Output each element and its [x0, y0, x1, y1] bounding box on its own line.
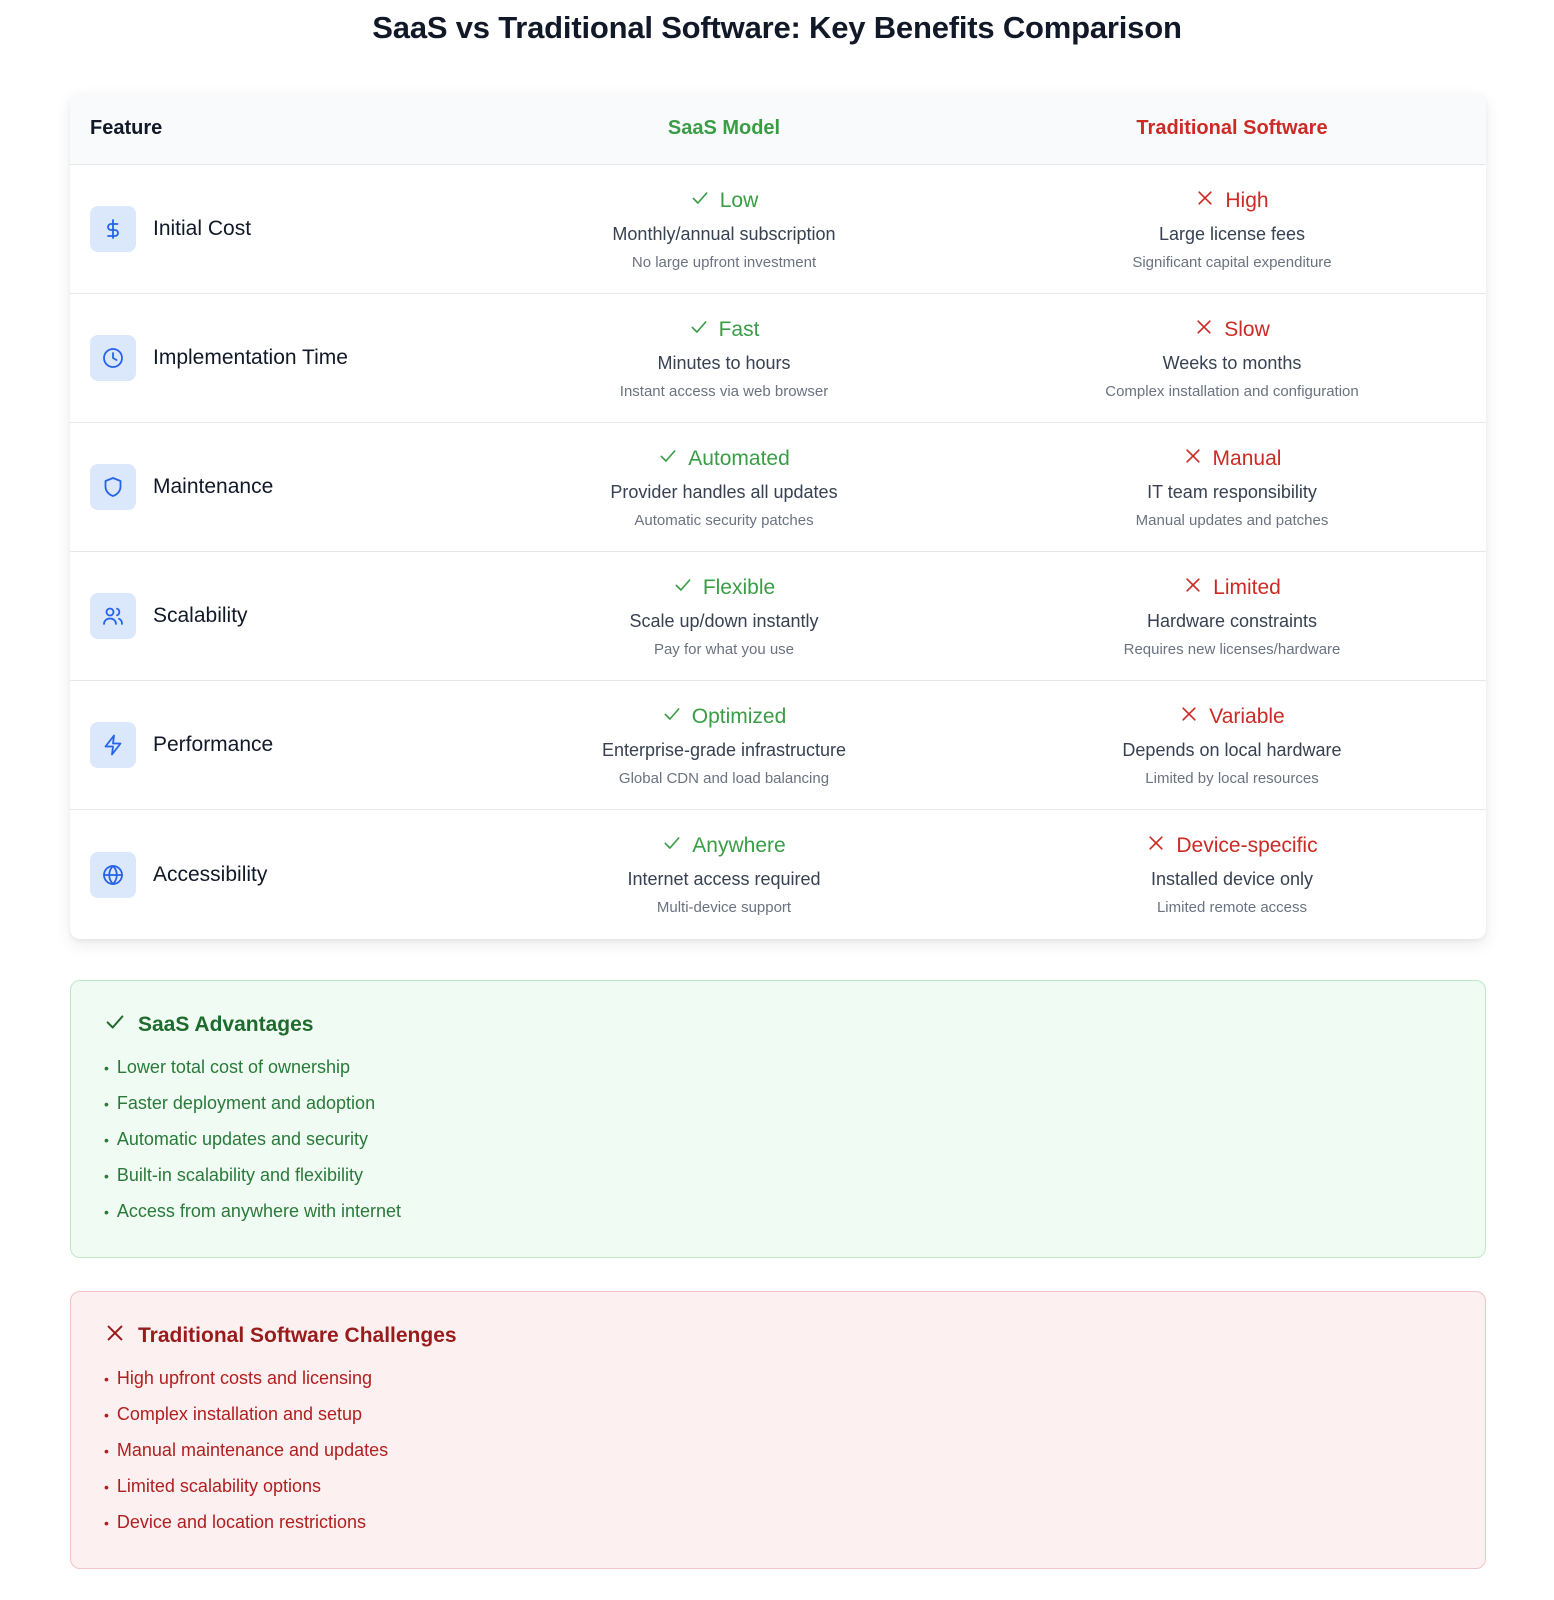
bullet: •: [104, 1371, 109, 1387]
traditional-secondary-text: Complex installation and configuration: [1105, 382, 1359, 400]
traditional-rating-text: Slow: [1224, 317, 1270, 341]
advantage-item: [104, 1129, 1452, 1165]
traditional-challenges-title-text: Traditional Software Challenges: [138, 1324, 457, 1347]
feature-name: Initial Cost: [153, 217, 252, 240]
traditional-cell: [978, 575, 1486, 658]
check-icon: [690, 188, 720, 214]
saas-cell: [470, 446, 978, 529]
x-icon: [1195, 188, 1225, 214]
table-body: [70, 165, 1486, 939]
feature-cell: [70, 335, 470, 381]
traditional-cell: [978, 317, 1486, 400]
traditional-primary-text: Hardware constraints: [1146, 610, 1318, 631]
traditional-rating-text: Device-specific: [1176, 834, 1318, 857]
saas-rating: [658, 446, 790, 472]
check-icon: [689, 317, 719, 343]
feature-name: Performance: [153, 733, 274, 756]
advantage-item-text: Faster deployment and adoption: [116, 1093, 376, 1113]
x-icon: [1179, 704, 1209, 730]
saas-advantages-panel: [70, 980, 1486, 1258]
globe-icon: [90, 852, 136, 898]
table-row-initial-cost: [70, 165, 1486, 294]
saas-advantages-title: [104, 1011, 1452, 1039]
bullet: •: [104, 1479, 109, 1495]
traditional-rating-text: Limited: [1213, 575, 1281, 599]
saas-primary-text: Minutes to hours: [657, 352, 791, 373]
saas-primary-text: Internet access required: [627, 869, 821, 889]
saas-cell: [470, 704, 978, 787]
bullet: •: [104, 1060, 109, 1076]
table-row-accessibility: [70, 810, 1486, 939]
feature-cell: [70, 722, 470, 768]
traditional-rating: [1195, 188, 1268, 214]
table-header-row: [70, 93, 1486, 165]
feature-name: Scalability: [153, 604, 248, 627]
traditional-secondary-text: Limited by local resources: [1145, 769, 1319, 787]
saas-cell: [470, 188, 978, 271]
x-icon: [1146, 833, 1176, 859]
feature-cell: [70, 852, 470, 898]
header-saas-model: SaaS Model: [667, 117, 781, 139]
saas-advantages-title-text: SaaS Advantages: [138, 1013, 314, 1036]
shield-icon: [90, 464, 136, 510]
challenge-item-text: Limited scalability options: [116, 1476, 322, 1496]
x-icon: [1183, 575, 1213, 601]
traditional-challenges-panel: [70, 1291, 1486, 1569]
traditional-challenges-title: [104, 1322, 1452, 1350]
users-icon: [90, 593, 136, 639]
saas-rating: [662, 704, 787, 730]
traditional-rating-text: Variable: [1209, 704, 1285, 728]
check-icon: [658, 446, 688, 472]
table-row-scalability: [70, 552, 1486, 681]
challenge-item: [104, 1512, 1452, 1548]
bullet: •: [104, 1096, 109, 1112]
check-icon: [662, 833, 692, 859]
traditional-cell: [978, 833, 1486, 916]
comparison-table: [70, 93, 1486, 939]
traditional-rating: [1179, 704, 1285, 730]
traditional-rating: [1194, 317, 1270, 343]
saas-rating: [662, 833, 785, 859]
saas-cell: [470, 317, 978, 400]
advantage-item-text: Built-in scalability and flexibility: [116, 1165, 364, 1185]
table-row-implementation-time: [70, 294, 1486, 423]
dollar-icon: [90, 206, 136, 252]
x-icon: [1183, 446, 1213, 472]
saas-secondary-text: Instant access via web browser: [619, 382, 829, 400]
saas-primary-text: Provider handles all updates: [610, 481, 838, 502]
saas-advantages-list: [104, 1057, 1452, 1237]
saas-secondary-text: Automatic security patches: [634, 511, 814, 529]
feature-cell: [70, 206, 470, 252]
traditional-rating-text: Manual: [1212, 446, 1282, 470]
bullet: •: [104, 1132, 109, 1148]
table-row-maintenance: [70, 423, 1486, 552]
traditional-challenges-list: [104, 1368, 1452, 1548]
header-feature: Feature: [90, 117, 163, 139]
challenge-item: [104, 1368, 1452, 1404]
challenge-item-text: Device and location restrictions: [116, 1512, 367, 1532]
traditional-primary-text: Installed device only: [1150, 869, 1314, 889]
feature-name: Accessibility: [153, 862, 268, 886]
saas-rating-text: Low: [719, 188, 759, 212]
traditional-secondary-text: Limited remote access: [1156, 899, 1308, 916]
traditional-secondary-text: Significant capital expenditure: [1132, 253, 1332, 271]
challenge-item: [104, 1476, 1452, 1512]
traditional-rating-text: High: [1225, 188, 1269, 212]
x-icon: [1194, 317, 1224, 343]
x-icon: [104, 1322, 138, 1350]
check-icon: [662, 704, 692, 730]
traditional-cell: [978, 704, 1486, 787]
advantage-item: [104, 1057, 1452, 1093]
saas-rating: [690, 188, 759, 214]
page-title: SaaS vs Traditional Software: Key Benefits Comparison: [372, 10, 1182, 45]
advantage-item: [104, 1165, 1452, 1201]
traditional-cell: [978, 188, 1486, 271]
bullet: •: [104, 1443, 109, 1459]
saas-rating-text: Flexible: [702, 575, 776, 599]
feature-cell: [70, 464, 470, 510]
traditional-rating: [1183, 446, 1282, 472]
saas-secondary-text: Global CDN and load balancing: [618, 769, 830, 787]
advantage-item-text: Automatic updates and security: [116, 1129, 369, 1149]
header-traditional-software: Traditional Software: [1136, 117, 1328, 139]
saas-rating-text: Anywhere: [692, 834, 786, 857]
bullet: •: [104, 1515, 109, 1531]
saas-primary-text: Enterprise-grade infrastructure: [601, 739, 847, 760]
challenge-item-text: Complex installation and setup: [116, 1404, 363, 1424]
saas-rating-text: Optimized: [691, 704, 787, 728]
traditional-primary-text: Weeks to months: [1162, 352, 1302, 373]
challenge-item: [104, 1404, 1452, 1440]
bullet: •: [104, 1204, 109, 1220]
traditional-rating: [1146, 833, 1317, 859]
challenge-item-text: High upfront costs and licensing: [116, 1368, 373, 1388]
saas-rating-text: Fast: [718, 317, 760, 341]
bullet: •: [104, 1168, 109, 1184]
check-icon: [673, 575, 703, 601]
saas-secondary-text: No large upfront investment: [631, 253, 817, 271]
check-icon: [104, 1011, 138, 1039]
saas-primary-text: Scale up/down instantly: [629, 610, 819, 631]
traditional-secondary-text: Manual updates and patches: [1135, 511, 1329, 529]
table-row-performance: [70, 681, 1486, 810]
saas-primary-text: Monthly/annual subscription: [612, 223, 836, 244]
feature-cell: [70, 593, 470, 639]
saas-rating-text: Automated: [688, 446, 790, 470]
traditional-primary-text: Depends on local hardware: [1122, 739, 1342, 760]
advantage-item-text: Access from anywhere with internet: [116, 1201, 402, 1221]
advantage-item: [104, 1093, 1452, 1129]
bullet: •: [104, 1407, 109, 1423]
saas-rating: [689, 317, 760, 343]
feature-name: Implementation Time: [153, 346, 348, 369]
saas-cell: [470, 833, 978, 916]
feature-name: Maintenance: [153, 475, 274, 498]
challenge-item: [104, 1440, 1452, 1476]
challenge-item-text: Manual maintenance and updates: [116, 1440, 389, 1460]
saas-secondary-text: Pay for what you use: [653, 640, 795, 658]
traditional-cell: [978, 446, 1486, 529]
saas-rating: [673, 575, 775, 601]
traditional-primary-text: Large license fees: [1158, 223, 1306, 244]
saas-secondary-text: Multi-device support: [656, 899, 792, 916]
traditional-rating: [1183, 575, 1281, 601]
advantage-item: [104, 1201, 1452, 1237]
traditional-primary-text: IT team responsibility: [1147, 481, 1317, 502]
saas-cell: [470, 575, 978, 658]
advantage-item-text: Lower total cost of ownership: [116, 1057, 351, 1077]
traditional-secondary-text: Requires new licenses/hardware: [1123, 640, 1341, 658]
clock-icon: [90, 335, 136, 381]
lightning-icon: [90, 722, 136, 768]
